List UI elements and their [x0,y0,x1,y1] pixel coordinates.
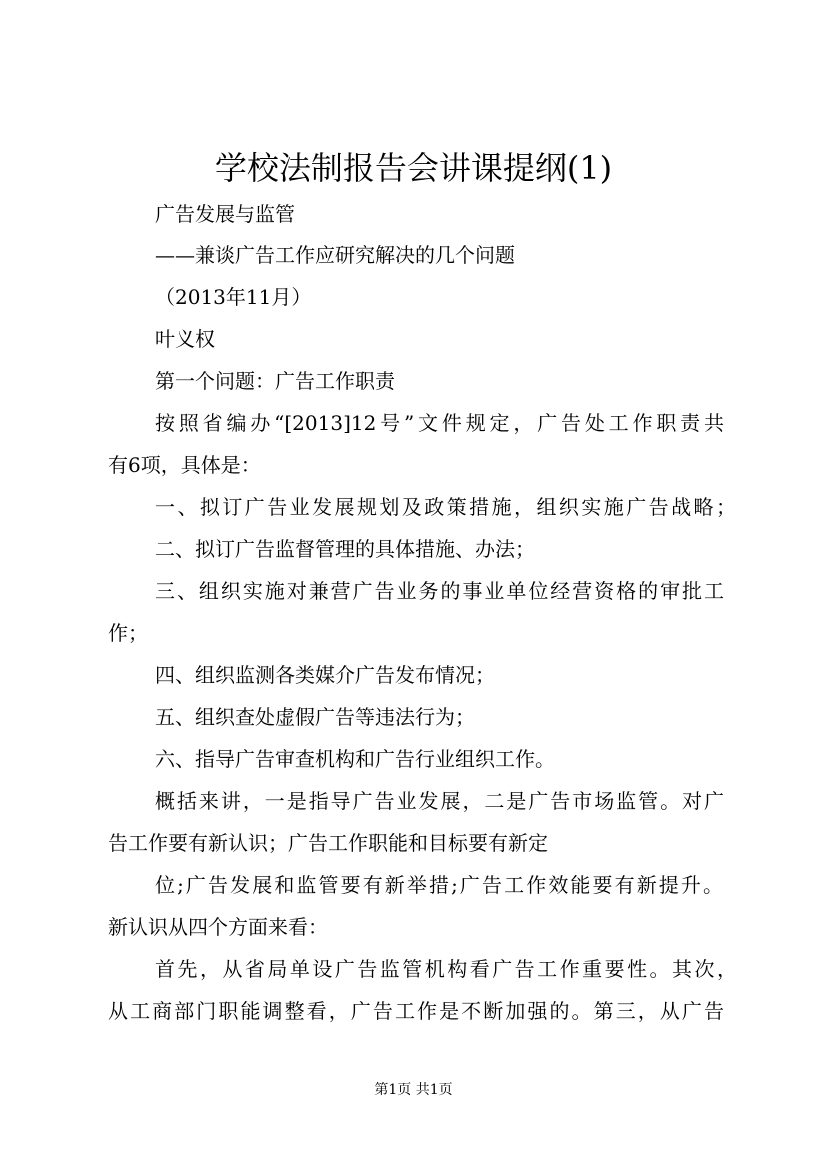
paragraph-line: 告工作要有新认识；广告工作职能和目标要有新定 [108,831,548,855]
author-line: 叶义权 [155,327,215,351]
paragraph-line: 有6项，具体是： [108,453,261,477]
list-item: 五、组织查处虚假广告等违法行为； [155,705,475,729]
paragraph-line: 新认识从四个方面来看： [108,915,328,939]
subtitle-line: ——兼谈广告工作应研究解决的几个问题 [155,243,515,267]
page-number-footer: 第1页 共1页 [374,1082,453,1098]
paragraph-line: 概括来讲，一是指导广告业发展，二是广告市场监管。对广 [155,789,724,813]
list-item-continuation: 作； [108,621,148,645]
list-item: 四、组织监测各类媒介广告发布情况； [155,663,495,687]
paragraph-line: 从工商部门职能调整看，广告工作是不断加强的。第三，从广告 [108,999,724,1023]
subtitle-line: 广告发展与监管 [155,202,295,226]
list-item: 一、拟订广告业发展规划及政策措施，组织实施广告战略； [155,495,736,519]
list-item: 二、拟订广告监督管理的具体措施、办法； [155,537,535,561]
list-item: 六、指导广告审查机构和广告行业组织工作。 [155,747,555,771]
paragraph-line: 按照省编办“[2013]12号”文件规定，广告处工作职责共 [155,411,724,435]
list-item: 三、组织实施对兼营广告业务的事业单位经营资格的审批工 [155,579,724,603]
document-title: 学校法制报告会讲课提纲(1) [214,149,613,187]
section-heading: 第一个问题：广告工作职责 [155,369,395,393]
date-line: （2013年11月） [155,285,312,309]
paragraph-line: 位;广告发展和监管要有新举措;广告工作效能要有新提升。 [155,873,723,897]
paragraph-line: 首先，从省局单设广告监管机构看广告工作重要性。其次， [155,957,737,981]
